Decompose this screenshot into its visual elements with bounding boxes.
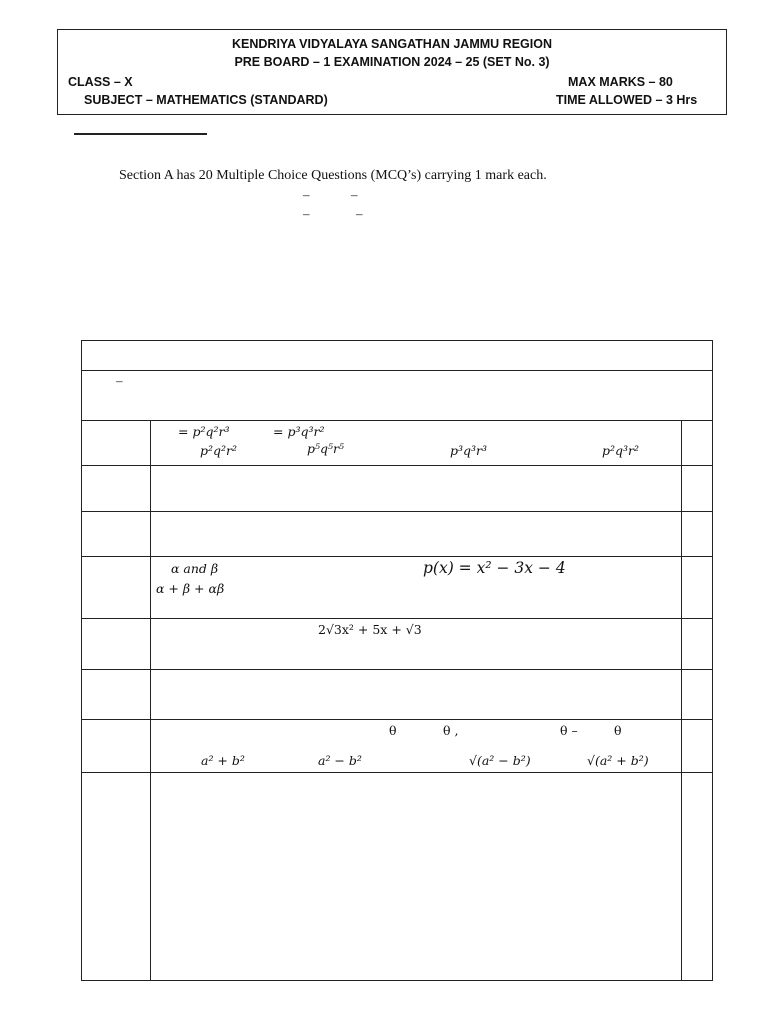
- q7-option-b: a² − b²: [318, 753, 362, 768]
- question-table: [81, 340, 713, 981]
- q1-given-1: = p²q²r³: [178, 424, 230, 439]
- section-a-instruction: Section A has 20 Multiple Choice Questions (MCQ’s) carrying 1 mark each.: [119, 168, 547, 183]
- q7-theta: θ: [389, 723, 397, 738]
- dash-mark: –: [116, 373, 123, 388]
- q1-option-b: p⁵q⁵r⁵: [307, 441, 345, 456]
- q7-theta: θ –: [560, 723, 578, 738]
- q7-option-c: √(a² − b²): [469, 753, 531, 768]
- heading-underline: [74, 133, 207, 135]
- class-label: CLASS – X: [68, 75, 133, 89]
- exam-header: [57, 29, 727, 115]
- q5-polynomial: 2√3x² + 5x + √3: [318, 622, 422, 637]
- table-row: [82, 619, 713, 670]
- q7-option-a: a² + b²: [201, 753, 245, 768]
- table-row: [82, 720, 713, 773]
- q7-theta: θ ,: [443, 723, 459, 738]
- q1-option-c: p³q³r³: [450, 443, 488, 458]
- school-name: KENDRIYA VIDYALAYA SANGATHAN JAMMU REGION: [232, 37, 552, 51]
- table-row: [82, 512, 713, 557]
- q4-expression: α + β + αβ: [156, 581, 225, 596]
- exam-title: PRE BOARD – 1 EXAMINATION 2024 – 25 (SET No. 3): [234, 55, 550, 69]
- q4-polynomial: p(x) = x² − 3x − 4: [423, 559, 566, 577]
- time-allowed: TIME ALLOWED – 3 Hrs: [556, 93, 698, 107]
- table-row: [82, 421, 713, 466]
- q7-theta: θ: [614, 723, 622, 738]
- q4-roots: α and β: [171, 561, 219, 576]
- dash-mark: –: [351, 187, 358, 202]
- table-row: [82, 371, 713, 421]
- table-row: [82, 341, 713, 371]
- table-row: [82, 466, 713, 512]
- dash-mark: –: [356, 206, 363, 221]
- q7-option-d: √(a² + b²): [587, 753, 649, 768]
- table-row: [82, 557, 713, 619]
- max-marks: MAX MARKS – 80: [568, 75, 673, 89]
- q1-option-d: p²q³r²: [602, 443, 640, 458]
- dash-mark: –: [303, 187, 310, 202]
- q1-option-a: p²q²r²: [200, 443, 238, 458]
- table-row: [82, 670, 713, 720]
- dash-mark: –: [303, 206, 310, 221]
- subject-label: SUBJECT – MATHEMATICS (STANDARD): [84, 93, 328, 107]
- table-row: [82, 773, 713, 981]
- q1-given-2: = p³q³r²: [273, 424, 325, 439]
